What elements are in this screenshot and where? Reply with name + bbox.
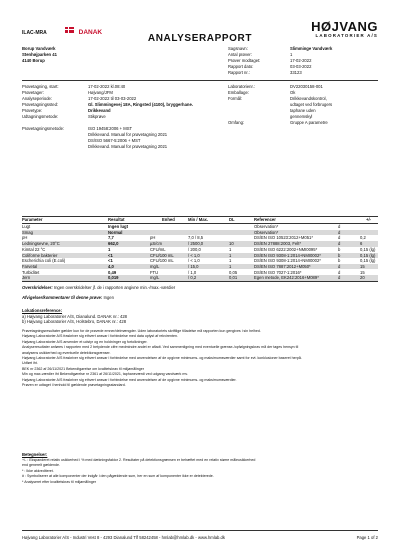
sampling-value: udtaget ved forbrugers <box>290 102 333 107</box>
row-parameter: pH <box>22 235 28 241</box>
row-location-code: d <box>338 269 341 275</box>
row-dl: 1 <box>229 258 232 264</box>
sampling-value: Gruppe A parametre <box>290 120 328 125</box>
row-reference: DS/EN ISO 10523:2012+M051* <box>254 235 314 241</box>
overskridelser-label: Overskridelser: <box>22 285 53 290</box>
row-minmax: / 2500,0 <box>188 241 204 247</box>
accreditation-logos <box>22 21 112 36</box>
overskridelser-text: Ingen overskridelser jf. de i rapporten angivne min.-/max.-værdier <box>53 285 176 290</box>
sampling-label: Udtagningsmetode: <box>22 114 59 119</box>
lokations-title: Lokationsreference: <box>22 308 63 313</box>
sampling-value: DV22030158-001 <box>290 84 323 89</box>
row-minmax: / < 1,0 <box>188 258 200 264</box>
case-info-label: Sagsnavn: <box>228 46 248 51</box>
terms-line: Min og max-værdier iht Bekendtgørelse nr 2361 af 26/11/2021, taphaneværdi ved udgang vandværk mv. <box>22 372 188 377</box>
case-info-value: 1 <box>290 52 293 57</box>
betegnelser-line: * Analyseret efter kvalitetskrav til miljømålinger <box>22 479 97 484</box>
row-reference: DS/EN 27888:2003, Felt* <box>254 241 302 247</box>
table-row <box>0 258 400 264</box>
row-unit: pH <box>150 235 156 241</box>
row-reference: DS/EN ISO 7027-1:2016* <box>254 269 302 275</box>
sampling-value: gennemskyl <box>290 114 313 119</box>
table-row <box>0 270 400 276</box>
row-minmax: / 0,2 <box>188 275 197 281</box>
case-info-value: 17-02-2022 <box>290 58 312 63</box>
overskridelser-note <box>22 285 175 290</box>
afvigelser-label: Afvigelser/kommentarer til denne prøve: <box>22 295 103 300</box>
case-info-value: 03-03-2022 <box>290 64 312 69</box>
row-minmax: / 1,0 <box>188 269 197 275</box>
sampling-label: Emballage: <box>228 90 249 95</box>
divider <box>22 80 378 81</box>
row-minmax: / 200,0 <box>188 246 201 252</box>
row-location-code: b <box>338 246 341 252</box>
row-unit: µS/cm <box>150 241 162 247</box>
danak-logo: DANAK <box>78 29 103 36</box>
table-row <box>0 241 400 247</box>
table-row <box>0 247 400 253</box>
case-info-label: Rapport dato: <box>228 64 254 69</box>
terms-line: Analyseresultater anføres i rapporten med 2 betydende cifre medmindre andet er afladt. Ved sammenligning med eventuelle grænse-/opfølgningskrav må der tages hensyn til <box>22 345 299 350</box>
sampling-label: Analyseperiode: <box>22 96 53 101</box>
table-header <box>0 217 400 223</box>
sampling-value: Stikprøve <box>88 114 106 119</box>
row-uncertainty: 6 <box>360 241 363 247</box>
row-location-code: d <box>338 275 341 281</box>
page-title: ANALYSERAPPORT <box>147 33 253 44</box>
row-result: 662,0 <box>108 241 119 247</box>
row-result: <1 <box>108 258 113 264</box>
table-row <box>0 230 400 236</box>
sampling-value: Drikkevandskontrol, <box>290 96 327 101</box>
row-uncertainty: 15 <box>360 263 365 269</box>
col-minmax: Min / Max. <box>188 217 209 222</box>
row-dl: 0,01 <box>229 275 238 281</box>
betegnelser-title: Betegnelser: <box>22 452 48 457</box>
sampling-value: 17-02-2022 kl.08:40 <box>88 84 126 89</box>
row-uncertainty: 0,15 (lg) <box>360 246 376 252</box>
brand-name: HØJVANG <box>311 19 378 34</box>
lokations-line: b) Højvang Laboratorier A/S, Holstebro, DANAK nr.: 428 <box>22 319 127 324</box>
case-info-value: Slimminge Vandværk <box>290 46 333 51</box>
row-result: Normal <box>108 229 123 235</box>
col-parameter: Parameter <box>22 217 43 222</box>
row-result: <1 <box>108 252 113 258</box>
brand-subtitle: LABORATORIER A/S <box>315 33 378 38</box>
danak-flag-icon <box>65 27 74 33</box>
row-unit: mg/L <box>150 263 160 269</box>
betegnelser-line: end generelt gældende. <box>22 463 60 468</box>
table-row <box>0 264 400 270</box>
row-parameter: Coliforme bakterier <box>22 252 58 258</box>
sampling-value: Ok <box>290 90 296 95</box>
footer-rule <box>22 530 378 531</box>
case-info-label: Prøver modtaget: <box>228 58 261 63</box>
row-parameter: Kimtal 22 °C <box>22 246 46 252</box>
row-unit: FTU <box>150 269 159 275</box>
terms-line: Højvang Laboratorier A/S fraskriver sig ethvert ansvar i forbindelse med anvendelsen af de opgivne minimums- og maksimumsværdier samt for evt. konklusioner baseret herpå. <box>22 356 302 360</box>
row-minmax: 7,0 / 8,5 <box>188 235 204 241</box>
row-minmax: / < 1,0 <box>188 252 200 258</box>
row-location-code: d <box>338 235 341 241</box>
row-uncertainty: 0,2 <box>360 235 366 241</box>
case-info-label: Antal prøver: <box>228 52 252 57</box>
row-uncertainty: 20 <box>360 275 365 281</box>
row-unit: CFU/100 mL <box>150 258 174 264</box>
terms-line: Prøven er udtaget i henhold til gældende prøvetagningsstandard. <box>22 383 126 387</box>
sampling-value: Højvang/JFM <box>88 90 113 95</box>
row-result: 0,49 <box>108 269 117 275</box>
row-reference: Egen metode, EK242:2016+M089* <box>254 275 319 281</box>
row-parameter: Escherichia coli (E.coli) <box>22 258 66 264</box>
row-dl: 0,05 <box>229 269 238 275</box>
footer-text: Højvang Laboratorier A/S - Industri Vest 8 - 4293 Dianalund Tlf 58242458 - hmlab@hmlab.dk - www.hmlab.dk <box>22 535 225 540</box>
col-result: Resultat <box>108 217 125 222</box>
row-parameter: Turbiditet <box>22 269 40 275</box>
sampling-label: Formål: <box>228 96 243 101</box>
col-dl: DL <box>229 217 235 222</box>
row-result: 1 <box>108 246 111 252</box>
row-result: Ingen lugt <box>108 224 129 229</box>
lokations-line: a) Højvang Laboratorier A/S, Dianalund. DANAK nr.: 428 <box>22 314 127 319</box>
row-uncertainty: 0,15 (lg) <box>360 252 376 258</box>
row-reference: Observation* <box>254 224 279 229</box>
row-result: 7,7 <box>108 235 114 241</box>
table-row <box>0 224 400 230</box>
method-line: ISO 19458:2006 + MST <box>88 126 133 131</box>
sampling-label: Omfang: <box>228 120 245 125</box>
betegnelser-line: * : Ikke akkrediteret. <box>22 468 54 473</box>
row-location-code: b <box>338 252 341 258</box>
address-line: Borup Vandværk <box>22 46 56 51</box>
sampling-value: Gl. Slimmingevej 18A, Ringsted (4100), bryggerhane. <box>88 102 193 107</box>
row-parameter: Ledningsevne, 20°C <box>22 241 60 247</box>
terms-line: Højvang Laboratorier A/S anvender et udstyr og en holdninger og fortolkninger. <box>22 339 148 344</box>
table-row <box>0 235 400 241</box>
sampling-label: Laboratorienr.: <box>228 84 256 89</box>
method-line: DS/ISO 5667-5:2006 + MST <box>88 138 141 143</box>
terms-line: Prøvetagningsresultater gælder kun for de prøvede emner/delmængder. Uden laboratoriets skriftlige tilladelse må rapporten kun gengives i sin helhed. <box>22 329 261 333</box>
case-info-label: Rapport nr.: <box>228 70 250 75</box>
row-reference: DS/EN ISO 7887:2012+M050* <box>254 263 311 269</box>
row-parameter: Lugt <box>22 224 31 229</box>
terms-line: Højvang Laboratorier A/S fraskriver sig ethvert ansvar i forbindelse med anvendelsen af de opgivne minimums- og maksimumsværdier. <box>22 377 237 382</box>
sampling-value: taphane uden <box>290 108 316 113</box>
betegnelser-line: +/- : Ekspanderet relativ usikkerhed i % med dækningsfaktor 2. Resultater på detektionsgrænsen er behæftet med en relativ større måleusikkerhed <box>22 458 256 462</box>
row-parameter: Farvetal <box>22 263 38 269</box>
sampling-label: Prøvetype: <box>22 108 43 113</box>
row-dl: 1 <box>229 252 232 258</box>
sampling-label: Prøvetagning, start: <box>22 84 59 89</box>
col-pm: +/- <box>366 217 372 222</box>
row-location-code: d <box>338 224 341 229</box>
row-location-code: d <box>338 229 341 235</box>
row-location-code: d <box>338 263 341 269</box>
method-label: Prøvetagningsmetode: <box>22 126 65 131</box>
address-line: 4140 Borup <box>22 58 45 63</box>
address-line: Stenhøjparken 41 <box>22 52 57 57</box>
row-minmax: / 15,0 <box>188 263 199 269</box>
row-location-code: d <box>338 241 341 247</box>
sampling-value: Drikkevand <box>88 108 111 113</box>
terms-line: Højvang Laboratorier A/S fraskriver sig ethvert ansvar i forbindelse med data oplyst af rekvirenten. <box>22 334 179 339</box>
afvigelser-text: Ingen <box>103 295 114 300</box>
terms-line: BEK nr 2362 af 26/11/2021 Bekendtgørelse om kvalitetskrav til miljømålinger <box>22 366 144 371</box>
row-result: 4,0 <box>108 263 114 269</box>
ilac-badge: ILAC-MRA <box>22 30 47 36</box>
betegnelser-line: # : Symboliserer at alle komponenter der indgår i den pågældende sum, her en sum af komponenter ikke er detekterede. <box>22 474 214 479</box>
row-uncertainty: 15 <box>360 269 365 275</box>
col-references: Referencer <box>254 217 276 222</box>
col-unit: Enhed <box>162 217 175 222</box>
table-row <box>0 253 400 259</box>
terms-line: analysens usikkerhed og eventuelle detektionsgrænser. <box>22 350 111 355</box>
row-result: 0,019 <box>108 275 119 281</box>
terms-line: Udført iht. <box>22 361 38 366</box>
method-line: Drikkevand. Manual for prøvetagning 2021 <box>88 144 168 149</box>
page-number: Page 1 of 2 <box>356 535 378 540</box>
row-dl: 10 <box>229 241 234 247</box>
row-dl: 1 <box>229 246 232 252</box>
row-uncertainty: 0,15 (lg) <box>360 258 376 264</box>
sampling-label: Prøvetagningssted: <box>22 102 59 107</box>
row-unit: CFU/100 mL <box>150 252 174 258</box>
row-reference: DS/EN ISO 6222:2002+NMI0095* <box>254 246 318 252</box>
case-info-value: 33123 <box>290 70 302 75</box>
row-reference: DS/EN ISO 9308-1:2014+NMI0002* <box>254 252 321 258</box>
table-row <box>0 275 400 281</box>
sampling-value: 17-02-2022 til 03-03-2022 <box>88 96 137 101</box>
row-parameter: Smag <box>22 229 33 235</box>
table-bottom-rule <box>22 281 378 282</box>
row-parameter: Jern <box>22 275 31 281</box>
row-unit: CFU/mL <box>150 246 166 252</box>
method-line: Drikkevand. Manual for prøvetagning 2021 <box>88 132 168 137</box>
row-reference: Observation* <box>254 229 279 235</box>
row-reference: DS/EN ISO 9308-1:2014+NMI0002* <box>254 258 321 264</box>
row-unit: mg/L <box>150 275 160 281</box>
row-location-code: b <box>338 258 341 264</box>
row-dl: 1 <box>229 263 232 269</box>
sampling-label: Prøvetager: <box>22 90 44 95</box>
afvigelser-note <box>22 295 114 300</box>
